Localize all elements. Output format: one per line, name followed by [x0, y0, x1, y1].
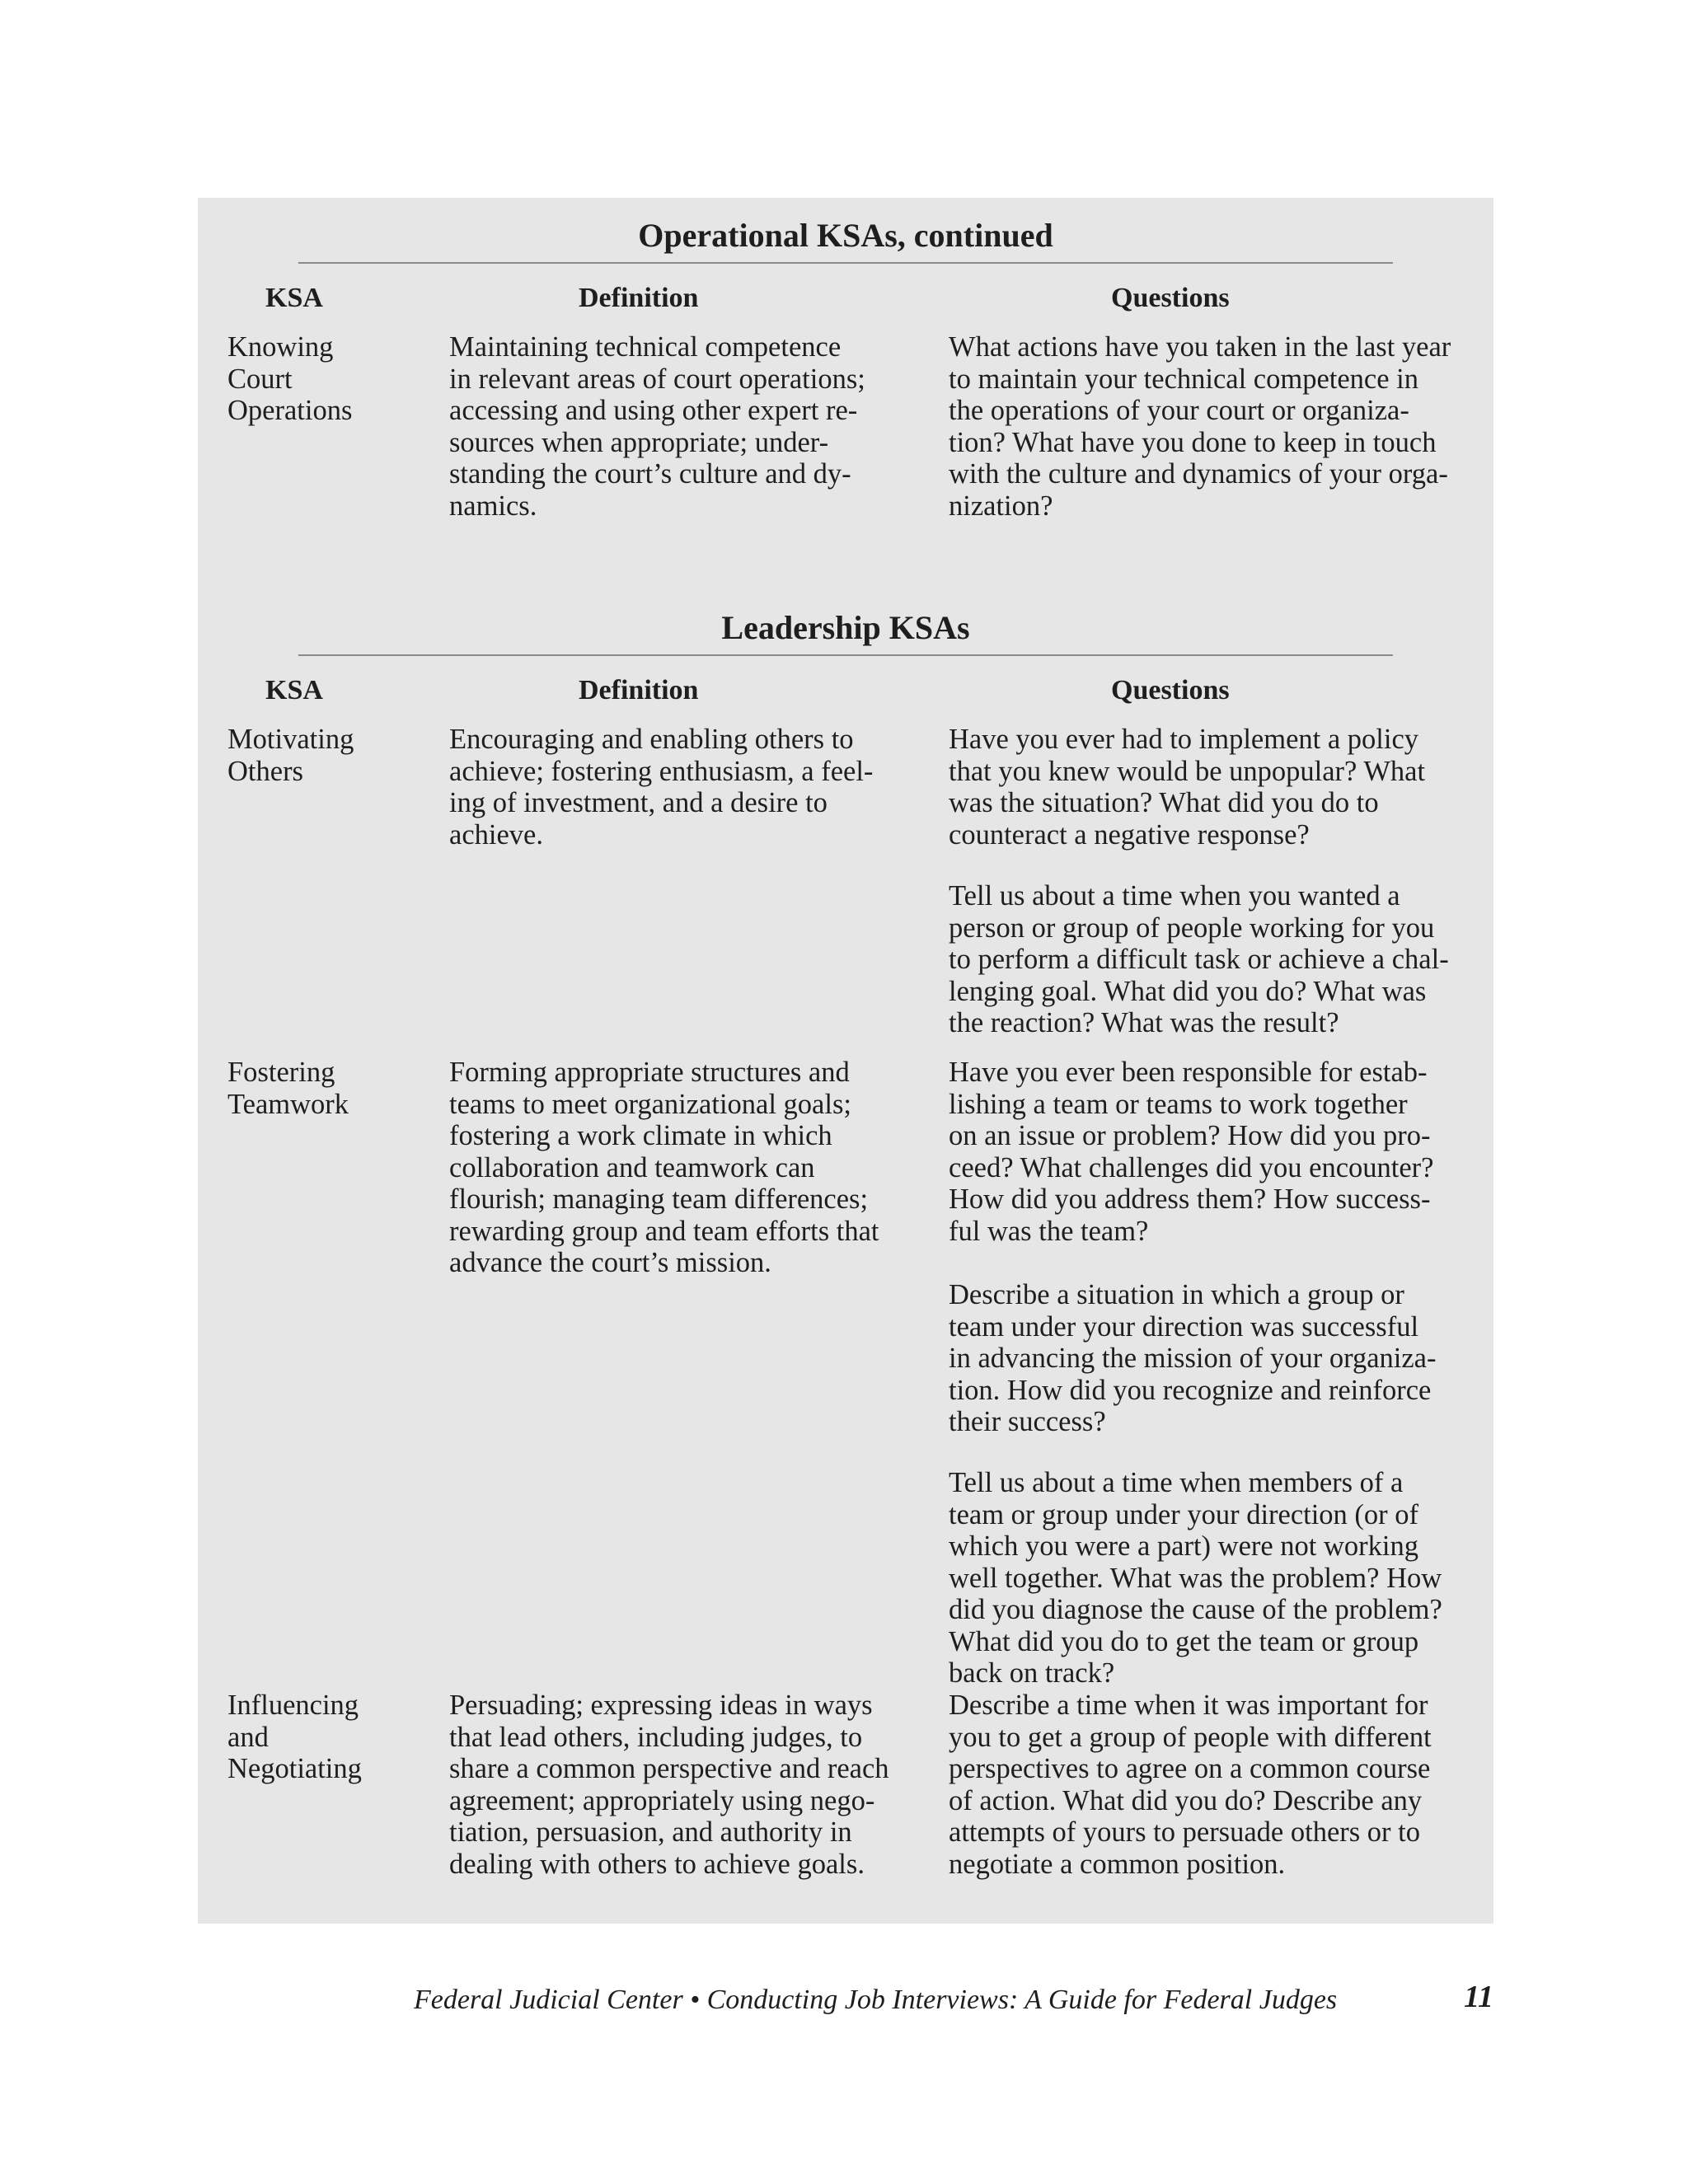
ksa-question: Tell us about a time when members of a team or group under your direction (or of which you were a part) were not working well together. What was the problem? How did you diagnose the cause of the problem? What did you do to get the team or group back on track? [949, 1467, 1442, 1689]
ksa-question: What actions have you taken in the last year to maintain your technical competence in the operations of your court or organiza- tion? What have you done to keep in touch with the culture and dynamics of your orga- nization? [949, 331, 1451, 522]
ksa-name: Motivating Others [227, 724, 354, 787]
ksa-question: Have you ever had to implement a policy that you knew would be unpopular? What was the situation? What did you do to counteract a negative response? [949, 724, 1426, 851]
ksa-question: Have you ever been responsible for estab- lishing a team or teams to work together on an issue or problem? How did you pro- ceed? What challenges did you encounter? How did you address them? How success- ful was the team? [949, 1057, 1434, 1247]
ksa-definition: Maintaining technical competence in relevant areas of court operations; accessing and using other expert re- sources when appropriate; under- standing the court’s culture and dy- namics. [449, 331, 865, 522]
ksa-definition: Forming appropriate structures and teams to meet organizational goals; fostering a work climate in which collaboration and teamwork can flourish; managing team differences; rewarding group and team efforts that advance the court’s mission. [449, 1057, 879, 1278]
ksa-question: Describe a situation in which a group or team under your direction was successful in advancing the mission of your organiza- tion. How did you recognize and reinforce their success? [949, 1279, 1437, 1437]
section-title-leadership: Leadership KSAs [721, 609, 970, 646]
section-divider [298, 262, 1393, 264]
section-divider [298, 654, 1393, 656]
footer-citation: Federal Judicial Center • Conducting Job Interviews: A Guide for Federal Judges [414, 1985, 1338, 2015]
column-header-questions: Questions [1111, 283, 1230, 313]
ksa-table-panel [198, 198, 1493, 1924]
page-number: 11 [1464, 1980, 1493, 2014]
ksa-question: Describe a time when it was important for you to get a group of people with different perspectives to agree on a common course of action. What did you do? Describe any attempts of yours to persuade others or to negotiate a common position. [949, 1690, 1432, 1880]
column-header-ksa: KSA [265, 675, 323, 705]
ksa-definition: Persuading; expressing ideas in ways that lead others, including judges, to share a common perspective and reach agreement; appropriately using nego- tiation, persuasion, and authority in dealing with others to achieve goals. [449, 1690, 889, 1880]
column-header-ksa: KSA [265, 283, 323, 313]
ksa-question: Tell us about a time when you wanted a person or group of people working for you to perform a difficult task or achieve a chal- lenging goal. What did you do? What was the reaction? What was the result? [949, 880, 1449, 1038]
ksa-name: Fostering Teamwork [227, 1057, 349, 1120]
column-header-questions: Questions [1111, 675, 1230, 705]
section-title-operational: Operational KSAs, continued [638, 217, 1053, 254]
ksa-name: Knowing Court Operations [227, 331, 353, 426]
ksa-definition: Encouraging and enabling others to achieve; fostering enthusiasm, a feel- ing of investment, and a desire to achieve. [449, 724, 874, 851]
column-header-definition: Definition [579, 675, 699, 705]
column-header-definition: Definition [579, 283, 699, 313]
ksa-name: Influencing and Negotiating [227, 1690, 362, 1784]
